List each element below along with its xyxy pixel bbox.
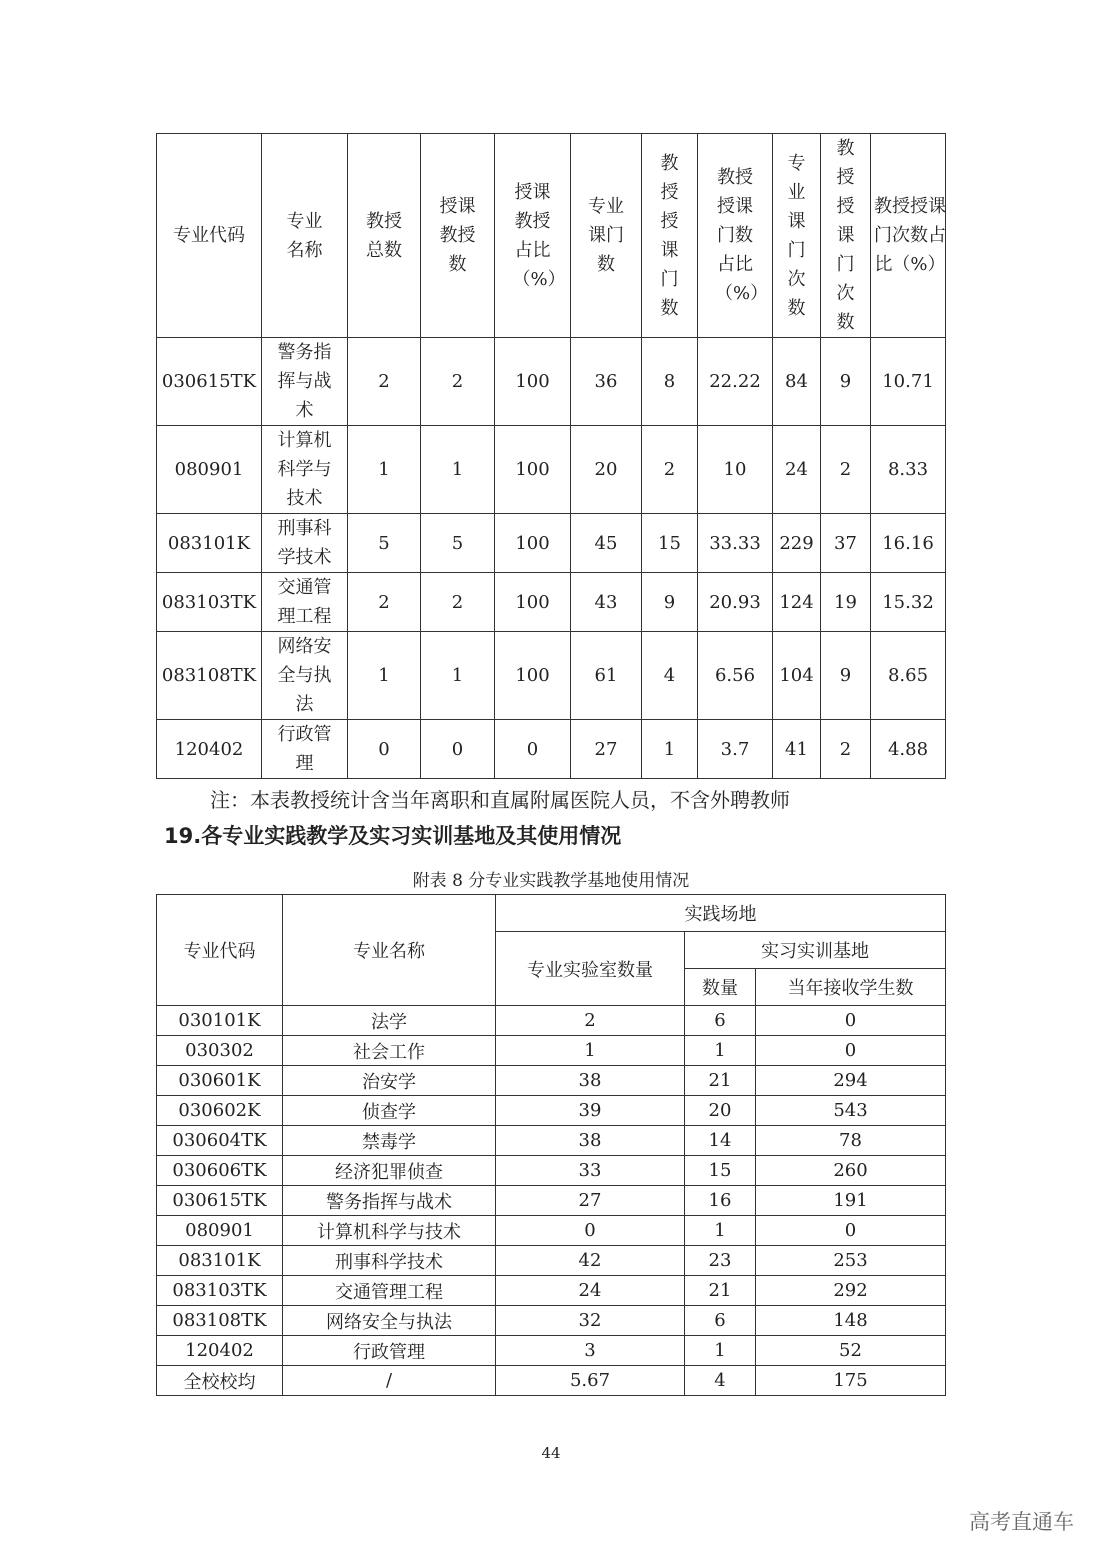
table-cell: 1 bbox=[496, 1036, 685, 1066]
table1-header-cell: 专业代码 bbox=[157, 134, 262, 338]
table-cell: 16.16 bbox=[871, 514, 946, 573]
table1-header-cell: 专业课门数 bbox=[571, 134, 642, 338]
table-cell: 0 bbox=[496, 1216, 685, 1246]
table-cell: 1 bbox=[685, 1036, 756, 1066]
table-cell: 45 bbox=[571, 514, 642, 573]
table-cell: 刑事科学技术 bbox=[262, 514, 348, 573]
table-cell: 0 bbox=[756, 1006, 946, 1036]
table-cell: 5 bbox=[421, 514, 495, 573]
table2-header-cell: 当年接收学生数 bbox=[756, 969, 946, 1006]
table-cell: 交通管理工程 bbox=[262, 573, 348, 632]
table-cell: 37 bbox=[821, 514, 871, 573]
table-cell: 24 bbox=[773, 426, 821, 514]
table-cell: 8.33 bbox=[871, 426, 946, 514]
professor-teaching-table bbox=[156, 133, 946, 779]
table-cell: 124 bbox=[773, 573, 821, 632]
page-number: 44 bbox=[541, 1444, 561, 1462]
table-cell: 083101K bbox=[157, 514, 262, 573]
table-cell: 交通管理工程 bbox=[283, 1276, 496, 1306]
table-cell: 9 bbox=[821, 632, 871, 720]
table-cell: 23 bbox=[685, 1246, 756, 1276]
table-cell: 191 bbox=[756, 1186, 946, 1216]
table2-header-cell: 专业实验室数量 bbox=[496, 932, 685, 1006]
table1-header-row bbox=[157, 134, 946, 338]
table-cell: 15.32 bbox=[871, 573, 946, 632]
table-cell: 083101K bbox=[157, 1246, 283, 1276]
table-row bbox=[157, 1216, 946, 1246]
table-cell: 6 bbox=[685, 1306, 756, 1336]
table-cell: 3 bbox=[496, 1336, 685, 1366]
table-cell: 294 bbox=[756, 1066, 946, 1096]
table-cell: 2 bbox=[348, 573, 421, 632]
table1-header-cell: 专业课门次数 bbox=[773, 134, 821, 338]
table-cell: 21 bbox=[685, 1066, 756, 1096]
table-cell: 1 bbox=[348, 426, 421, 514]
table-caption: 附表 8 分专业实践教学基地使用情况 bbox=[412, 871, 690, 891]
table-cell: 刑事科学技术 bbox=[283, 1246, 496, 1276]
table-cell: 27 bbox=[571, 720, 642, 779]
table-cell: 20 bbox=[685, 1096, 756, 1126]
table-cell: 2 bbox=[421, 573, 495, 632]
table-cell: 27 bbox=[496, 1186, 685, 1216]
table-cell: 20 bbox=[571, 426, 642, 514]
table-cell: 2 bbox=[421, 338, 495, 426]
table-cell: 2 bbox=[821, 720, 871, 779]
table-cell: 4 bbox=[642, 632, 698, 720]
table-row-average bbox=[157, 1366, 946, 1396]
table-cell: 9 bbox=[821, 338, 871, 426]
table-cell: 2 bbox=[496, 1006, 685, 1036]
table-cell: 0 bbox=[756, 1036, 946, 1066]
table-cell: 1 bbox=[685, 1336, 756, 1366]
table-cell: 100 bbox=[495, 338, 571, 426]
table-cell: 8.65 bbox=[871, 632, 946, 720]
table2-header-cell: 实践场地 bbox=[496, 895, 946, 932]
table-row bbox=[157, 1276, 946, 1306]
table-cell: 120402 bbox=[157, 720, 262, 779]
table1-header-cell: 教授授课门次数占比（%） bbox=[871, 134, 946, 338]
table-row bbox=[157, 1006, 946, 1036]
table-row bbox=[157, 1156, 946, 1186]
table-cell: 030615TK bbox=[157, 338, 262, 426]
table-cell: 网络安全与执法 bbox=[262, 632, 348, 720]
table-cell: 6.56 bbox=[698, 632, 773, 720]
table-cell: 33.33 bbox=[698, 514, 773, 573]
table-row bbox=[157, 1246, 946, 1276]
table-cell: 侦查学 bbox=[283, 1096, 496, 1126]
table2-header-cell: 专业名称 bbox=[283, 895, 496, 1006]
table-cell: 100 bbox=[495, 573, 571, 632]
table2-header-cell: 数量 bbox=[685, 969, 756, 1006]
table-cell: 10.71 bbox=[871, 338, 946, 426]
table-cell: 52 bbox=[756, 1336, 946, 1366]
table1-header-cell: 授课教授占比（%） bbox=[495, 134, 571, 338]
table-note: 注：本表教授统计含当年离职和直属附属医院人员，不含外聘教师 bbox=[210, 788, 790, 812]
table-row bbox=[157, 338, 946, 426]
table-cell: 104 bbox=[773, 632, 821, 720]
table-cell: 6 bbox=[685, 1006, 756, 1036]
section-heading: 19.各专业实践教学及实习实训基地及其使用情况 bbox=[164, 824, 622, 848]
table-cell: 61 bbox=[571, 632, 642, 720]
table-cell: 030615TK bbox=[157, 1186, 283, 1216]
table-row bbox=[157, 1096, 946, 1126]
table-cell: 15 bbox=[685, 1156, 756, 1186]
table-cell: 543 bbox=[756, 1096, 946, 1126]
table-cell: 全校校均 bbox=[157, 1366, 283, 1396]
table1-header-cell: 教授总数 bbox=[348, 134, 421, 338]
table1-header-cell: 教授授课门次数 bbox=[821, 134, 871, 338]
practice-base-table bbox=[156, 894, 946, 1396]
table1-header-cell: 教授授课门数占比（%） bbox=[698, 134, 773, 338]
table-cell: 5 bbox=[348, 514, 421, 573]
table-cell: 0 bbox=[421, 720, 495, 779]
table-cell: 2 bbox=[642, 426, 698, 514]
table-cell: 社会工作 bbox=[283, 1036, 496, 1066]
table-cell: 16 bbox=[685, 1186, 756, 1216]
table-cell: 4 bbox=[685, 1366, 756, 1396]
table-cell: 84 bbox=[773, 338, 821, 426]
table-cell: 禁毒学 bbox=[283, 1126, 496, 1156]
table-cell: 253 bbox=[756, 1246, 946, 1276]
table-row bbox=[157, 573, 946, 632]
table-cell: 经济犯罪侦查 bbox=[283, 1156, 496, 1186]
table-row bbox=[157, 426, 946, 514]
table-row bbox=[157, 720, 946, 779]
table-cell: 229 bbox=[773, 514, 821, 573]
table-cell: 1 bbox=[685, 1216, 756, 1246]
table-row bbox=[157, 632, 946, 720]
table-row bbox=[157, 1186, 946, 1216]
table-cell: 行政管理 bbox=[283, 1336, 496, 1366]
table-cell: 030604TK bbox=[157, 1126, 283, 1156]
table-cell: 0 bbox=[495, 720, 571, 779]
table-cell: / bbox=[283, 1366, 496, 1396]
table-cell: 41 bbox=[773, 720, 821, 779]
table-cell: 22.22 bbox=[698, 338, 773, 426]
table1-header-cell: 教授授课门数 bbox=[642, 134, 698, 338]
table-cell: 15 bbox=[642, 514, 698, 573]
table-cell: 警务指挥与战术 bbox=[262, 338, 348, 426]
table-cell: 2 bbox=[821, 426, 871, 514]
table-row bbox=[157, 514, 946, 573]
table-cell: 2 bbox=[348, 338, 421, 426]
table-cell: 292 bbox=[756, 1276, 946, 1306]
table-cell: 100 bbox=[495, 514, 571, 573]
table-row bbox=[157, 1066, 946, 1096]
table-cell: 030101K bbox=[157, 1006, 283, 1036]
table-cell: 1 bbox=[348, 632, 421, 720]
watermark-text: 高考直通车 bbox=[969, 1510, 1074, 1534]
table-cell: 网络安全与执法 bbox=[283, 1306, 496, 1336]
table-cell: 1 bbox=[421, 632, 495, 720]
table-cell: 100 bbox=[495, 632, 571, 720]
table-cell: 120402 bbox=[157, 1336, 283, 1366]
table-cell: 治安学 bbox=[283, 1066, 496, 1096]
table-cell: 38 bbox=[496, 1066, 685, 1096]
table-cell: 计算机科学与技术 bbox=[283, 1216, 496, 1246]
table-cell: 78 bbox=[756, 1126, 946, 1156]
table-cell: 083103TK bbox=[157, 573, 262, 632]
table-cell: 法学 bbox=[283, 1006, 496, 1036]
table-cell: 100 bbox=[495, 426, 571, 514]
table-cell: 43 bbox=[571, 573, 642, 632]
table-cell: 19 bbox=[821, 573, 871, 632]
table-cell: 030302 bbox=[157, 1036, 283, 1066]
table-cell: 0 bbox=[348, 720, 421, 779]
table-cell: 36 bbox=[571, 338, 642, 426]
table-cell: 030601K bbox=[157, 1066, 283, 1096]
table-row bbox=[157, 1306, 946, 1336]
table-cell: 33 bbox=[496, 1156, 685, 1186]
table-cell: 030602K bbox=[157, 1096, 283, 1126]
table-cell: 083108TK bbox=[157, 632, 262, 720]
table-cell: 计算机科学与技术 bbox=[262, 426, 348, 514]
table-row bbox=[157, 1036, 946, 1066]
table-cell: 3.7 bbox=[698, 720, 773, 779]
table-cell: 148 bbox=[756, 1306, 946, 1336]
table-cell: 20.93 bbox=[698, 573, 773, 632]
table-cell: 8 bbox=[642, 338, 698, 426]
table1-header-cell: 专业名称 bbox=[262, 134, 348, 338]
table-cell: 21 bbox=[685, 1276, 756, 1306]
table-cell: 175 bbox=[756, 1366, 946, 1396]
table-cell: 1 bbox=[421, 426, 495, 514]
table-cell: 080901 bbox=[157, 1216, 283, 1246]
table-cell: 警务指挥与战术 bbox=[283, 1186, 496, 1216]
table2-header-row bbox=[157, 895, 946, 932]
table-cell: 083103TK bbox=[157, 1276, 283, 1306]
table-cell: 24 bbox=[496, 1276, 685, 1306]
table-cell: 0 bbox=[756, 1216, 946, 1246]
table-row bbox=[157, 1336, 946, 1366]
table-cell: 9 bbox=[642, 573, 698, 632]
table-cell: 38 bbox=[496, 1126, 685, 1156]
table-cell: 39 bbox=[496, 1096, 685, 1126]
table-cell: 083108TK bbox=[157, 1306, 283, 1336]
table-cell: 4.88 bbox=[871, 720, 946, 779]
table-cell: 260 bbox=[756, 1156, 946, 1186]
table1-header-cell: 授课教授数 bbox=[421, 134, 495, 338]
table-cell: 14 bbox=[685, 1126, 756, 1156]
table2-header-cell: 专业代码 bbox=[157, 895, 283, 1006]
table-cell: 5.67 bbox=[496, 1366, 685, 1396]
table-cell: 行政管理 bbox=[262, 720, 348, 779]
table-row bbox=[157, 1126, 946, 1156]
table-cell: 1 bbox=[642, 720, 698, 779]
table-cell: 32 bbox=[496, 1306, 685, 1336]
table-cell: 030606TK bbox=[157, 1156, 283, 1186]
table2-header-cell: 实习实训基地 bbox=[685, 932, 946, 969]
table-cell: 10 bbox=[698, 426, 773, 514]
table-cell: 42 bbox=[496, 1246, 685, 1276]
table-cell: 080901 bbox=[157, 426, 262, 514]
